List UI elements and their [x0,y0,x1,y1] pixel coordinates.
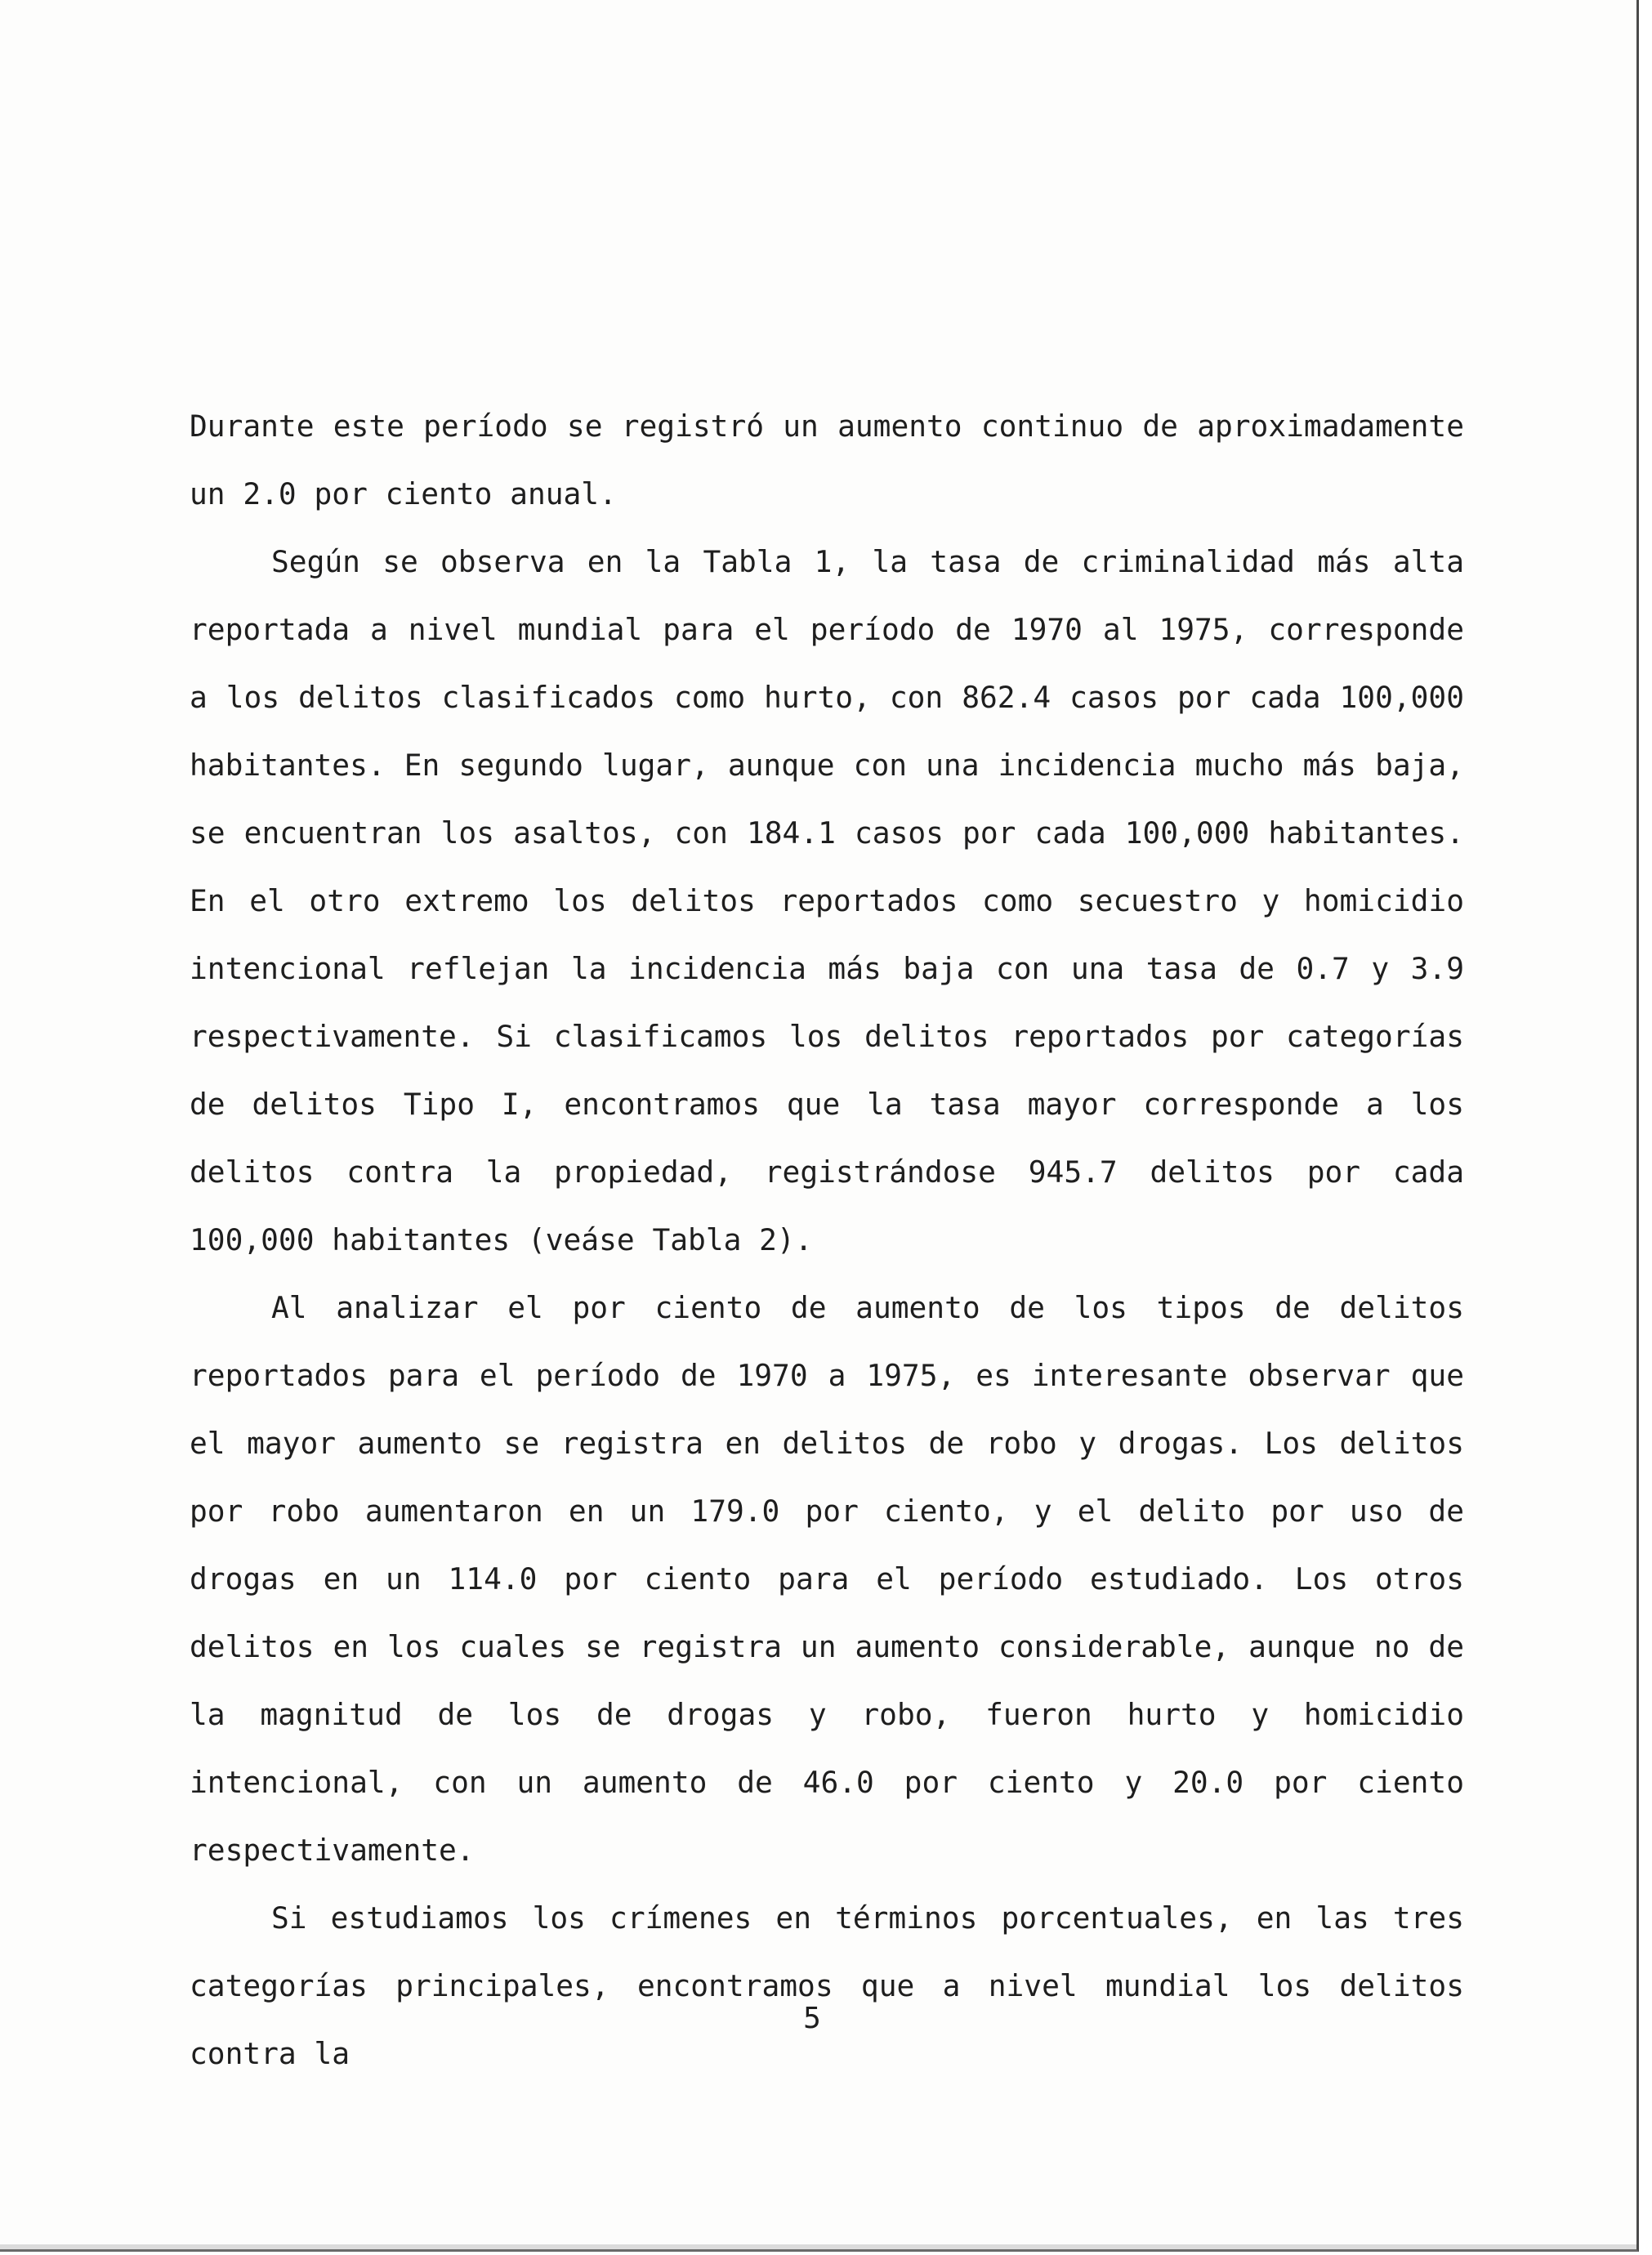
paragraph-2: Según se observa en la Tabla 1, la tasa de criminalidad más alta reportada a nivel mundial para el período de 1970 al 1975, corresponde a los delitos clasificados como hurto, con 862.4 casos por cada 100,000 habitantes. En segundo lugar, aunque con una incidencia mucho más baja, se encuentran los asaltos, con 184.1 casos por cada 100,000 habitantes. En el otro extremo los delitos reportados como secuestro y homicidio intencional reflejan la incidencia más baja con una tasa de 0.7 y 3.9 respectivamente. Si clasificamos los delitos reportados por categorías de delitos Tipo I, encontramos que la tasa mayor corresponde a los delitos contra la propiedad, registrándose 945.7 delitos por cada 100,000 habitantes (veáse Tabla 2). [190,544,1464,1257]
body-text [190,392,1464,2088]
paragraph-4: Si estudiamos los crímenes en términos porcentuales, en las tres categorías principales, encontramos que a nivel mundial los delitos contra la [190,1900,1464,2071]
paragraph-3: Al analizar el por ciento de aumento de los tipos de delitos reportados para el período de 1970 a 1975, es interesante observar que el mayor aumento se registra en delitos de robo y drogas. Los delitos por robo aumentaron en un 179.0 por ciento, y el delito por uso de drogas en un 114.0 por ciento para el período estudiado. Los otros delitos en los cuales se registra un aumento considerable, aunque no de la magnitud de los de drogas y robo, fueron hurto y homicidio intencional, con un aumento de 46.0 por ciento y 20.0 por ciento respectivamente. [190,1290,1464,1868]
paragraph-1: Durante este período se registró un aumento continuo de aproximadamente un 2.0 por ciento anual. [190,409,1464,511]
page-number: 5 [803,2002,821,2035]
page-edge-shadow [0,2244,1636,2249]
